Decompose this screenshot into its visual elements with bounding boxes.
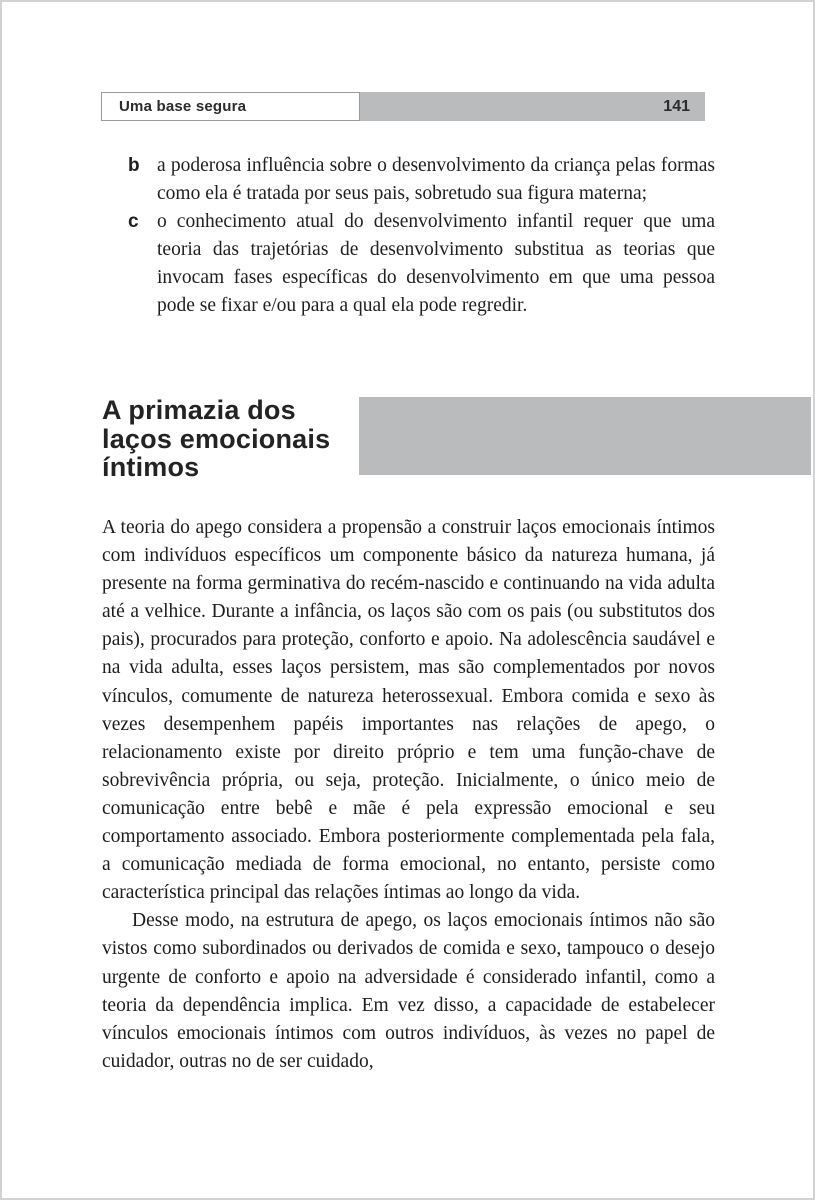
page-number: 141 — [663, 97, 690, 115]
running-title: Uma base segura — [119, 98, 247, 115]
section-heading-bar — [359, 397, 811, 475]
body-paragraph: A teoria do apego considera a propensão a construir laços emocionais íntimos com indivíduos específicos um componente básico da natureza humana, já presente na forma germinativa do recém-nascido e continuando na vida adulta até a velhice. Durante a infância, os laços são com os pais (ou substitutos dos pais), procurados para proteção, conforto e apoio. Na adolescência saudável e na vida adulta, esses laços persistem, mas são complementados por novos vínculos, comumente de natureza heterossexual. Embora comida e sexo às vezes desempenhem papéis importantes nas relações de apego, o relacionamento existe por direito próprio e tem uma função-chave de sobrevivência própria, ou seja, proteção. Inicialmente, o único meio de comunicação entre bebê e mãe é pela expressão emocional e seu comportamento associado. Embora posteriormente complementada pela fala, a comunicação mediada de forma emocional, no entanto, persiste como característica principal das relações íntimas ao longo da vida. — [102, 517, 715, 904]
running-title-box — [101, 92, 360, 121]
lettered-list — [128, 152, 715, 320]
list-item-marker: c — [128, 211, 139, 232]
list-item-text: o conhecimento atual do desenvolvimento infantil requer que uma teoria das trajetórias de desenvolvimento substitua as teorias que invocam fases específicas do desenvolvimento em que uma pessoa pode se fixar e/ou para a qual ela pode regredir. — [157, 211, 715, 316]
list-item-marker: b — [128, 155, 140, 176]
body-paragraph: Desse modo, na estrutura de apego, os laços emocionais íntimos não são vistos como subordinados ou derivados de comida e sexo, tampouco o desejo urgente de conforto e apoio na adversidade é considerado infantil, como a teoria da dependência implica. Em vez disso, a capacidade de estabelecer vínculos emocionais íntimos com outros indivíduos, às vezes no papel de cuidador, outras no de ser cuidado, — [102, 910, 715, 1072]
list-item-text: a poderosa influência sobre o desenvolvimento da criança pelas formas como ela é tratada por seus pais, sobretudo sua figura materna; — [157, 155, 715, 204]
list-item — [128, 208, 715, 320]
body-text — [102, 514, 715, 1076]
header-bar — [360, 92, 705, 121]
section-heading: A primazia dos laços emocionais íntimos — [102, 395, 331, 482]
list-item — [128, 152, 715, 208]
page-header — [101, 92, 705, 121]
